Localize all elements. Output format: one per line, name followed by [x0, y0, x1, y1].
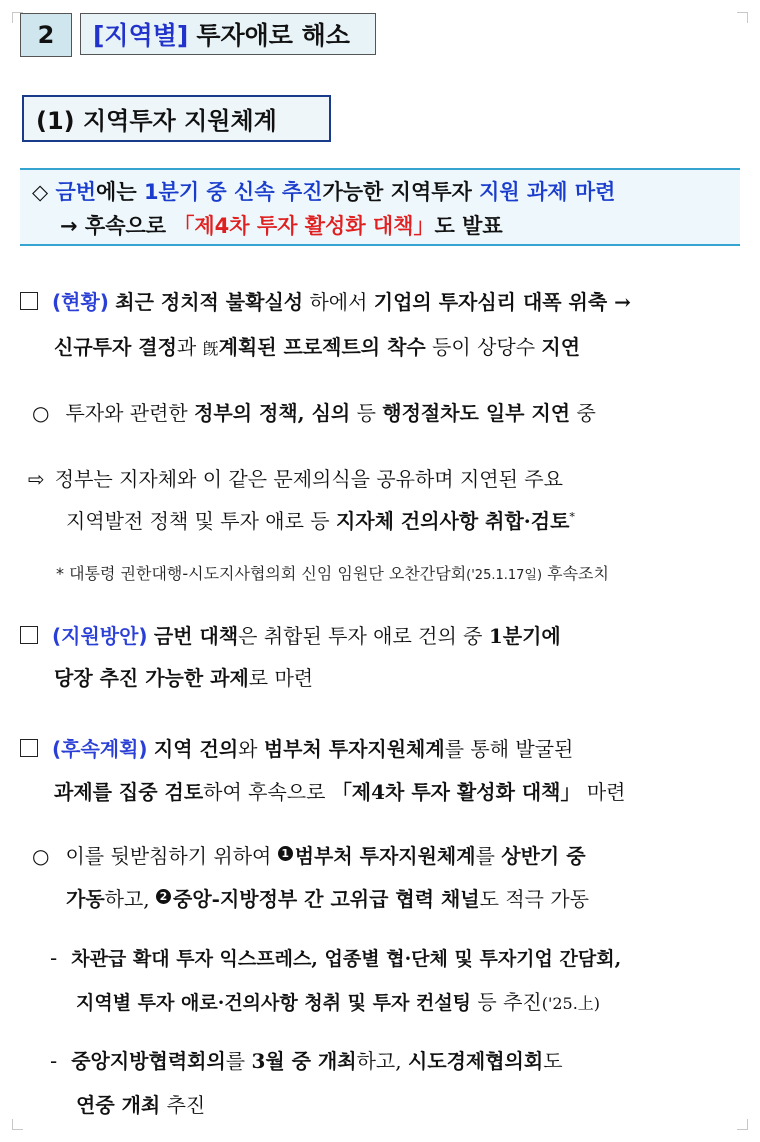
summary-line-1: [32, 176, 615, 206]
summary-text: 「제4차 투자 활성화 대책」: [173, 214, 435, 238]
dash1-line-2: [76, 986, 600, 1015]
follow-line-2: [54, 776, 626, 805]
body-text: 를 통해 발굴된: [444, 737, 574, 761]
footnote-marker: *: [569, 510, 575, 524]
body-text: 은 취합된 투자 애로 건의 중: [238, 624, 489, 648]
subsection-title: (1) 지역투자 지원체계: [22, 95, 331, 142]
body-text: 하고,: [104, 887, 156, 911]
page-corner-mark: [12, 1119, 23, 1130]
section-tag: [지역별]: [93, 21, 189, 50]
dash2-line-1: [50, 1045, 563, 1074]
current-sub-line: [32, 397, 596, 426]
summary-line-2: [60, 210, 503, 240]
body-text: 지연: [541, 335, 581, 359]
body-text: 정부는 지자체와 이 같은 문제의식을 공유하며 지연된 주요: [54, 467, 563, 491]
page-corner-mark: [737, 1119, 748, 1130]
body-text: 旣: [202, 339, 219, 358]
body-text: 「제4차 투자 활성화 대책」: [331, 780, 581, 804]
current-label: (현황): [52, 290, 109, 314]
body-text: 계획된 프로젝트의 착수: [218, 335, 426, 359]
body-text: 하여 후속으로: [203, 780, 332, 804]
body-text: 중앙지방협력회의: [71, 1049, 226, 1073]
summary-text: 도 발표: [434, 214, 503, 238]
dash1-line-1: [50, 944, 621, 971]
summary-text: 후속으로: [84, 214, 174, 238]
section-title: [80, 13, 376, 55]
follow-label: (후속계획): [52, 737, 148, 761]
support-line-2: [54, 662, 313, 691]
body-text: 최근 정치적 불확실성: [115, 290, 304, 314]
circle-bullet-icon: ○: [32, 401, 50, 425]
body-text: 범부처 투자지원체계: [263, 737, 445, 761]
body-text: 로 마련: [248, 666, 314, 690]
body-text: 등이 상당수: [425, 335, 542, 359]
body-text: 등 추진: [471, 990, 542, 1014]
current-line-1: [20, 286, 631, 315]
support-label: (지원방안): [52, 624, 148, 648]
body-text: 연중 개최: [76, 1093, 161, 1117]
body-text: 하고,: [356, 1049, 408, 1073]
body-text: 이를 뒷받침하기 위하여: [65, 844, 278, 868]
body-text: 기업의 투자심리 대폭 위축: [373, 290, 608, 314]
summary-text: 가능한 지역투자: [322, 180, 480, 204]
follow-line-1: [20, 733, 573, 762]
body-text: 범부처 투자지원체계: [294, 844, 476, 868]
body-text: 지역발전 정책 및 투자 애로 등: [66, 509, 336, 533]
dash2-line-2: [76, 1089, 205, 1118]
footnote-text: * 대통령 권한대행-시도지사협의회 신임 임원단 오찬간담회: [56, 564, 467, 583]
summary-text: 지원 과제 마련: [479, 180, 616, 204]
dash-bullet: -: [50, 1049, 58, 1073]
number-two-icon: 2: [156, 889, 171, 904]
body-text: 당장 추진 가능한 과제: [54, 666, 249, 690]
body-text: 시도경제협의회: [407, 1049, 544, 1073]
body-text: 과: [176, 335, 203, 359]
body-text: 추진: [160, 1093, 206, 1117]
body-text: 투자와 관련한: [65, 401, 195, 425]
section-title-text: 투자애로 해소: [196, 21, 350, 50]
body-text: →: [607, 290, 631, 314]
body-text: 하에서: [303, 290, 374, 314]
body-text: 등: [350, 401, 383, 425]
body-text: 를: [475, 844, 502, 868]
body-text: 과제를 집중 검토: [54, 780, 204, 804]
checkbox-square-icon: [20, 292, 38, 310]
body-text: 중앙-지방정부 간 고위급 협력 채널: [173, 887, 480, 911]
follow-sub-line-1: [32, 840, 586, 869]
footnote: [56, 561, 609, 584]
hollow-arrow-icon: ⇨: [28, 467, 45, 491]
body-text: 3월 중 개최: [251, 1049, 357, 1073]
body-text: 신규투자 결정: [54, 335, 177, 359]
current-line-2: [54, 331, 580, 360]
body-text: 도: [543, 1049, 563, 1073]
summary-box: [20, 168, 740, 246]
body-text: ('25.上): [541, 994, 601, 1013]
checkbox-square-icon: [20, 739, 38, 757]
summary-text: 1분기 중 신속 추진: [143, 180, 323, 204]
body-text: 마련: [580, 780, 626, 804]
diamond-icon: ◇: [32, 180, 49, 204]
body-text: 정부의 정책, 심의: [194, 401, 351, 425]
body-text: 금번 대책: [153, 624, 239, 648]
body-text: 지자체 건의사항 취합·검토: [335, 509, 570, 533]
body-text: 와: [238, 737, 264, 761]
number-one-icon: 1: [278, 846, 293, 861]
page-corner-mark: [737, 12, 748, 23]
summary-text: 에는: [96, 180, 144, 204]
section-number: 2: [20, 13, 72, 57]
gov-line-1: [28, 463, 563, 492]
gov-line-2: [66, 505, 575, 534]
body-text: 1분기에: [488, 624, 561, 648]
dash-bullet: -: [50, 946, 58, 970]
body-text: 차관급 확대 투자 익스프레스, 업종별 협·단체 및 투자기업 간담회,: [71, 948, 622, 970]
circle-bullet-icon: ○: [32, 844, 50, 868]
footnote-text: 후속조치: [542, 564, 609, 583]
follow-sub-line-2: [66, 883, 589, 912]
body-text: 중: [570, 401, 596, 425]
body-text: 지역별 투자 애로·건의사항 청취 및 투자 컨설팅: [76, 992, 472, 1014]
body-text: 가동: [66, 887, 105, 911]
body-text: 를: [225, 1049, 252, 1073]
support-line-1: [20, 620, 561, 649]
summary-text: 금번: [55, 180, 97, 204]
body-text: 지역 건의: [153, 737, 239, 761]
body-text: 상반기 중: [501, 844, 586, 868]
body-text: 도 적극 가동: [479, 887, 589, 911]
body-text: 행정절차도 일부 지연: [382, 401, 571, 425]
arrow-icon: →: [60, 214, 78, 238]
footnote-date: ('25.1.17일): [466, 568, 543, 583]
checkbox-square-icon: [20, 626, 38, 644]
